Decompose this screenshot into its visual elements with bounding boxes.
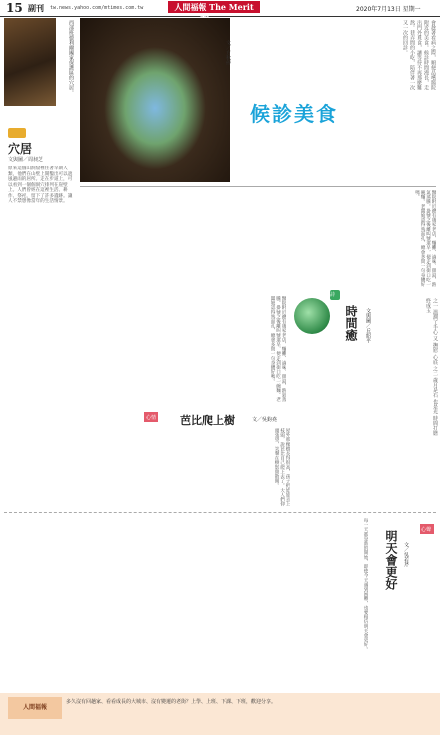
jade-photo (294, 298, 330, 334)
feature-body-continued: 醫院附近總有幾家老店，麵攤、滷味、甜湯，熱氣蒸騰。掛號之後離叫號還早，便走到街口吃一碗麵。老闆娘認得熟面孔，總會多問一句身體好嗎。 (270, 296, 286, 402)
cactus-byline: 文／吳鈞堯 (252, 417, 278, 423)
poem-label: 詩 (330, 292, 336, 298)
poem-body: 之一 溫潤了手心 又 撫慰 心底 之二 歲月是石 也是光 時間打磨 終成玉 (425, 298, 438, 436)
feature-intro: 會趁著看病之際，順便品嚐醫院附近的美食。候診時間漫長，走出門外覓食，讓等待不再那麼難熬。巷弄間的小吃，陪伴著一次又一次的回診。 (402, 20, 436, 90)
dashed-divider (4, 512, 436, 513)
feature-byline: 文／方秋停 (225, 40, 231, 65)
header-url[interactable]: tw.news.yahoo.com/mtimes.com.tw (50, 5, 144, 11)
cave-photo-small (4, 18, 56, 106)
feature-title: 候診美食 (250, 102, 338, 126)
heart-body: 每一天都是新的開始，即使今天遇到困難，也要相信明天會更好。 (363, 518, 368, 652)
travel-badge (8, 128, 26, 138)
section-label: 副刊 (28, 4, 44, 13)
page-number: 15 (6, 1, 23, 15)
cave-body: 原來這個山洞窟裡住著早期人類，他們在山壁上開鑿出可以遮風避雨的居所。走在步道上，可以看到一個個洞穴排列在崖壁上。人們曾經在這裡生活、耕作、祭祀，留下了許多遺跡。讓人不禁想像當年的生活情景。 (8, 166, 73, 204)
cactus-title: 芭比爬上樹 (180, 414, 235, 427)
issue-date: 2020年7月13日 星期一 (356, 6, 421, 13)
heart-byline: 文／吳若芹 (403, 542, 409, 567)
footer-logo: 人間福報 (8, 697, 62, 719)
heart-title: 明天會更好 (384, 530, 398, 590)
divider (80, 186, 436, 187)
poem-byline: 文與圖／丘紹平 (365, 308, 371, 343)
cave-photo-large (80, 18, 230, 182)
cave-byline: 文與圖／周昶芝 (8, 157, 44, 163)
masthead-logo: 人間福報 The Merit (168, 1, 260, 13)
cactus-badge-text: 心情 (146, 415, 157, 421)
poem-title: 時間癒 (344, 305, 358, 341)
footer-notice: 多久沒有回趟家、看看成長的大城市、沒有變遷的老街？上學、上班、下課、下班，歡迎分享。 (66, 699, 277, 705)
cactus-body: 屋外那棵樹長得很高，孩子把娃娃丟上枝頭，說芭比自己爬上去了。大人們仰頭張望，笑聲在樹影間散開。 (274, 428, 290, 507)
feature-body: 醫院附近總有幾家老店，麵攤、滷味、甜湯，熱氣蒸騰。掛號之後離叫號還早，便走到街口吃一碗麵。老闆娘認得熟面孔，總會多問一句身體好嗎。 (414, 190, 436, 287)
cave-caption: 西部班德利爾國家保護區的穴居。 (68, 20, 74, 95)
cave-title: 穴居 (8, 142, 33, 156)
heart-badge-text: 心聲 (421, 527, 432, 533)
